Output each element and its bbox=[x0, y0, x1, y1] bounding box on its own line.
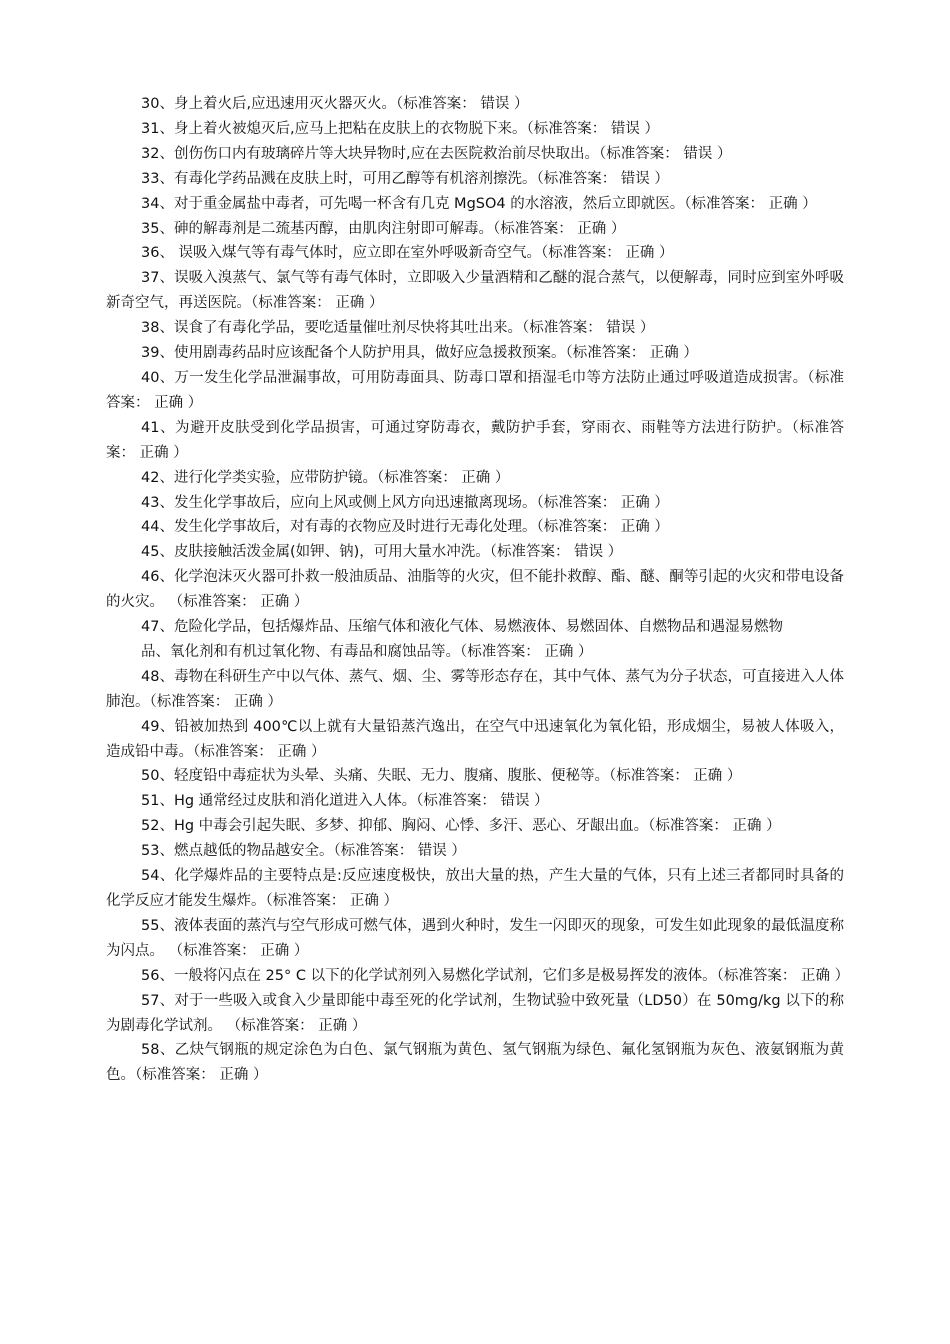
question-57: 57、对于一些吸入或食入少量即能中毒至死的化学试剂，生物试验中致死量（LD50）在 50mg/kg 以下的称为剧毒化学试剂。 （标准答案： 正确 ） bbox=[106, 992, 844, 1034]
question-38: 38、误食了有毒化学品，要吃适量催吐剂尽快将其吐出来。（标准答案： 错误 ） bbox=[141, 320, 655, 337]
question-54: 54、化学爆炸品的主要特点是:反应速度极快，放出大量的热，产生大量的气体，只有上述三者都同时具备的化学反应才能发生爆炸。（标准答案： 正确 ） bbox=[106, 868, 844, 909]
question-45: 45、皮肤接触活泼金属(如钾、钠)，可用大量水冲洗。（标准答案： 错误 ） bbox=[141, 544, 623, 561]
question-43: 43、发生化学事故后，应向上风或侧上风方向迅速撤离现场。（标准答案： 正确 ） bbox=[141, 494, 669, 511]
question-50: 50、轻度铅中毒症状为头晕、头痛、失眠、无力、腹痛、腹胀、便秘等。（标准答案： 正确 ） bbox=[141, 768, 742, 785]
question-32: 32、创伤伤口内有玻璃碎片等大块异物时,应在去医院救治前尽快取出。（标准答案： 错误 ） bbox=[141, 145, 732, 162]
question-35: 35、砷的解毒剂是二巯基丙醇，由肌肉注射即可解毒。（标准答案： 正确 ） bbox=[141, 220, 626, 237]
question-48: 48、毒物在科研生产中以气体、蒸气、烟、尘、雾等形态存在，其中气体、蒸气为分子状态，可直接进入人体肺泡。（标准答案： 正确 ） bbox=[106, 668, 844, 710]
question-49: 49、铅被加热到 400℃以上就有大量铅蒸汽逸出，在空气中迅速氧化为氧化铅，形成烟尘，易被人体吸入，造成铅中毒。（标准答案： 正确 ） bbox=[106, 718, 844, 760]
question-41: 41、为避开皮肤受到化学品损害，可通过穿防毒衣，戴防护手套，穿雨衣、雨鞋等方法进行防护。（标准答案： 正确 ） bbox=[106, 419, 844, 461]
question-36: 36、 误吸入煤气等有毒气体时，应立即在室外呼吸新奇空气。（标准答案： 正确 ） bbox=[141, 245, 674, 262]
question-39: 39、使用剧毒药品时应该配备个人防护用具，做好应急援救预案。（标准答案： 正确 ） bbox=[141, 345, 698, 362]
question-44: 44、发生化学事故后，对有毒的衣物应及时进行无毒化处理。（标准答案： 正确 ） bbox=[141, 519, 669, 536]
question-31: 31、身上着火被熄灭后,应马上把粘在皮肤上的衣物脱下来。（标准答案： 错误 ） bbox=[141, 120, 660, 137]
question-55: 55、液体表面的蒸汽与空气形成可燃气体，遇到火种时，发生一闪即灭的现象，可发生如此现象的最低温度称为闪点。 （标准答案： 正确 ） bbox=[106, 917, 844, 959]
question-37: 37、误吸入溴蒸气、氯气等有毒气体时，立即吸入少量酒精和乙醚的混合蒸气，以便解毒，同时应到室外呼吸新奇空气，再送医院。（标准答案： 正确 ） bbox=[106, 270, 844, 312]
question-56: 56、一般将闪点在 25° C 以下的化学试剂列入易燃化学试剂，它们多是极易挥发的液体。（标准答案： 正确 ） bbox=[141, 967, 850, 984]
question-51: 51、Hg 通常经过皮肤和消化道进入人体。（标准答案： 错误 ） bbox=[141, 793, 549, 810]
question-52: 52、Hg 中毒会引起失眠、多梦、抑郁、胸闷、心悸、多汗、恶心、牙龈出血。（标准答案： 正确 ） bbox=[141, 818, 781, 835]
question-33: 33、有毒化学药品溅在皮肤上时，可用乙醇等有机溶剂擦洗。（标准答案： 错误 ） bbox=[141, 170, 669, 187]
question-47-continuation: 品、氧化剂和有机过氧化物、有毒品和腐蚀品等。（标准答案： 正确 ） bbox=[141, 643, 593, 660]
question-42: 42、进行化学类实验，应带防护镜。（标准答案： 正确 ） bbox=[141, 469, 510, 486]
question-34: 34、对于重金属盐中毒者，可先喝一杯含有几克 MgSO4 的水溶液，然后立即就医。（标准答案： 正确 ） bbox=[141, 195, 817, 212]
question-58: 58、乙炔气钢瓶的规定涂色为白色、氯气钢瓶为黄色、氢气钢瓶为绿色、氟化氢钢瓶为灰色、液氨钢瓶为黄色。（标准答案： 正确 ） bbox=[106, 1042, 844, 1084]
question-47: 47、危险化学品，包括爆炸品、压缩气体和液化气体、易燃液体、易燃固体、自燃物品和遇湿易燃物 bbox=[141, 619, 783, 636]
question-40: 40、万一发生化学品泄漏事故，可用防毒面具、防毒口罩和捂湿毛巾等方法防止通过呼吸道造成损害。（标准答案： 正确 ） bbox=[106, 369, 844, 411]
question-53: 53、燃点越低的物品越安全。（标准答案： 错误 ） bbox=[141, 843, 466, 860]
question-30: 30、身上着火后,应迅速用灭火器灭火。（标准答案： 错误 ） bbox=[141, 96, 529, 112]
question-46: 46、化学泡沫灭火器可扑救一般油质品、油脂等的火灾，但不能扑救醇、酯、醚、酮等引起的火灾和带电设备的火灾。 （标准答案： 正确 ） bbox=[106, 569, 844, 611]
